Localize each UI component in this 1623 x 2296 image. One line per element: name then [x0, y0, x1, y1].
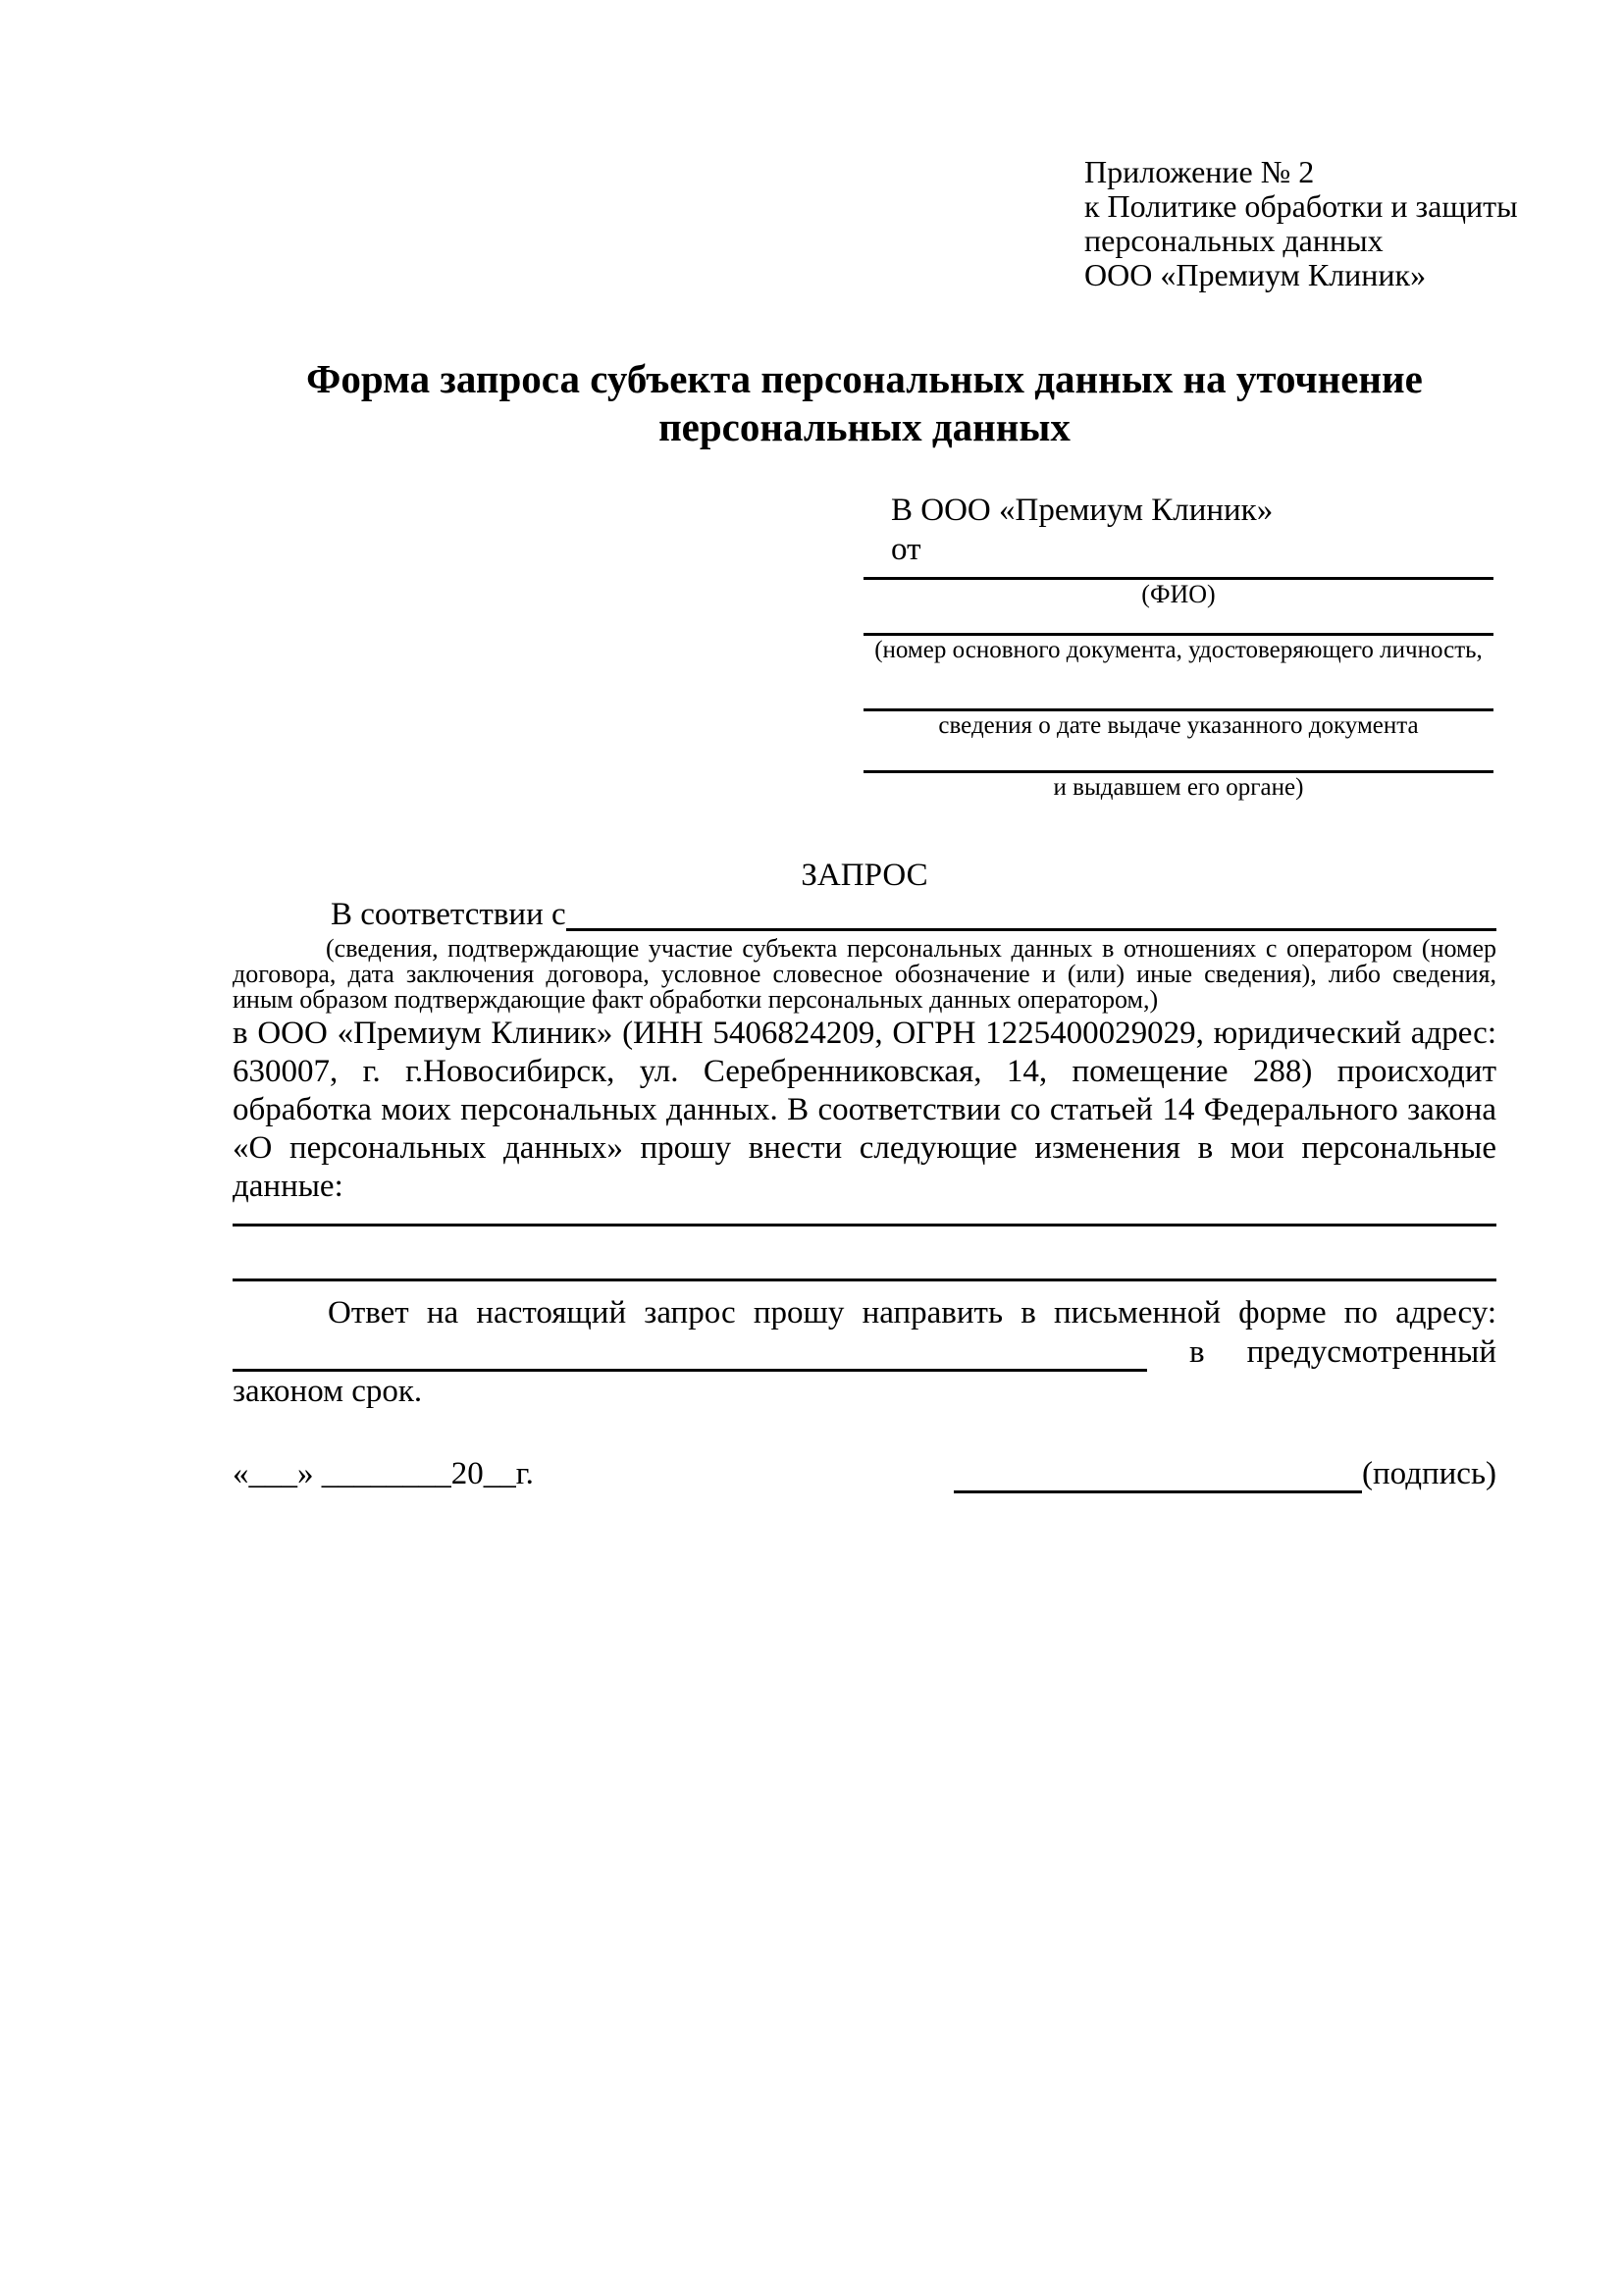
appendix-line: к Политике обработки и защиты — [1084, 188, 1518, 224]
issuing-authority-caption: и выдавшем его органе) — [1053, 774, 1304, 801]
reply-tail: законом срок. — [233, 1374, 423, 1409]
signature-group — [954, 1454, 1496, 1493]
basis-blank-line — [566, 895, 1496, 931]
page-title: Форма запроса субъекта персональных данных на уточнение персональных данных — [306, 356, 1423, 449]
appendix-line: ООО «Премиум Клиник» — [1084, 257, 1427, 292]
reply-lead-line: Ответ на настоящий запрос прошу направить в письменной форме по адресу: — [328, 1295, 1496, 1331]
reply-word-2: предусмотренный — [1246, 1334, 1496, 1370]
changes-blank-line-2 — [233, 1226, 1496, 1281]
intro-note: (сведения, подтверждающие участие субъекта персональных данных в отношениях с оператором (номер договора, дата заключения договора, условное словесное обозначение и (или) иные сведения), либо сведения, иным образом подтверждающие факт обработки персональных данных оператором,) — [233, 934, 1496, 1014]
addressee-from-label: от — [891, 532, 921, 567]
issue-date-caption: сведения о дате выдаче указанного документа — [938, 712, 1419, 739]
appendix-line: Приложение № 2 — [1084, 154, 1315, 189]
appendix-line: персональных данных — [1084, 223, 1384, 258]
signature-caption: (подпись) — [1362, 1456, 1496, 1491]
addressee-to: В ООО «Премиум Клиник» — [891, 493, 1274, 528]
address-blank-line — [233, 1345, 1147, 1372]
document-number-caption: (номер основного документа, удостоверяющего личность, — [874, 637, 1483, 663]
document-content — [0, 155, 1623, 1493]
changes-blank-line-1 — [233, 1206, 1496, 1226]
issuing-authority-blank-line — [864, 741, 1493, 773]
fio-caption: (ФИО) — [1141, 580, 1216, 608]
intro-lead: В соответствии с — [331, 897, 566, 932]
request-heading: ЗАПРОС — [801, 858, 928, 893]
signature-blank-line — [954, 1467, 1362, 1493]
reply-address-line — [233, 1332, 1496, 1372]
addressee-block — [864, 491, 1493, 803]
footer-row — [233, 1454, 1496, 1493]
appendix-block — [1084, 154, 1518, 292]
fio-blank-line — [864, 569, 1493, 580]
intro-line — [233, 895, 1496, 936]
document-number-blank-line — [864, 609, 1493, 636]
reply-word-1: в — [1189, 1334, 1205, 1370]
request-body: в ООО «Премиум Клиник» (ИНН 5406824209, ОГРН 1225400029029, юридический адрес: 630007, г. г.Новосибирск, ул. Серебренниковская, 14, помещение 288) происходит обработка моих персональных данных. В соответствии со статьей 14 Федерального закона «О персональных данных» прошу внести следующие изменения в мои персональные данные: — [233, 1016, 1496, 1204]
issue-date-blank-line — [864, 665, 1493, 711]
date-blank: «___» ________20__г. — [233, 1456, 534, 1491]
